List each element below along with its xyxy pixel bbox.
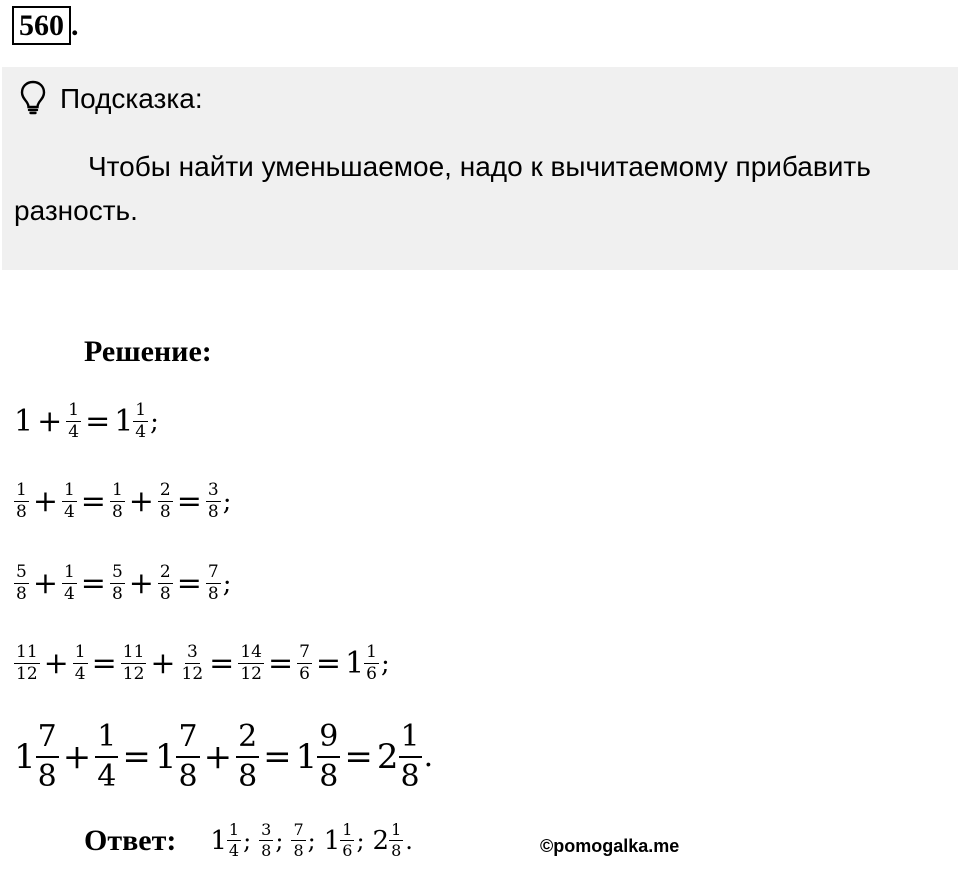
numerator: 1 xyxy=(14,480,29,502)
denominator: 8 xyxy=(16,502,27,523)
denominator: 8 xyxy=(319,758,339,794)
punctuation: ; xyxy=(243,826,252,855)
exercise-number xyxy=(12,6,79,45)
solution-line-3 xyxy=(14,562,231,606)
numerator: 11 xyxy=(14,642,40,664)
fraction xyxy=(110,480,125,524)
denominator: 8 xyxy=(207,502,219,523)
denominator: 8 xyxy=(207,584,219,605)
operator: + xyxy=(128,566,154,602)
numerator: 1 xyxy=(399,718,422,758)
denominator: 8 xyxy=(37,758,57,794)
fraction xyxy=(158,562,173,606)
solution-title: Решение: xyxy=(84,335,212,368)
numerator: 2 xyxy=(158,562,173,584)
operator: + xyxy=(32,484,58,520)
operator: = xyxy=(176,566,202,602)
whole-number: 1 xyxy=(14,404,34,440)
fraction xyxy=(389,820,403,861)
fraction xyxy=(73,642,88,686)
denominator: 12 xyxy=(122,664,145,685)
denominator: 8 xyxy=(261,841,272,860)
operator: = xyxy=(263,736,292,777)
operator: + xyxy=(43,646,69,682)
fraction xyxy=(95,718,118,795)
whole-number: 1 xyxy=(345,646,365,682)
fraction xyxy=(14,480,29,524)
fraction xyxy=(259,820,273,861)
fraction xyxy=(180,642,206,686)
exercise-number-dot: . xyxy=(71,9,79,42)
numerator: 3 xyxy=(206,480,221,502)
numerator: 1 xyxy=(342,820,353,839)
numerator: 9 xyxy=(317,718,340,758)
fraction xyxy=(238,642,264,686)
numerator: 5 xyxy=(14,562,29,584)
denominator: 8 xyxy=(159,502,171,523)
operator: = xyxy=(85,404,111,440)
denominator: 8 xyxy=(16,584,27,605)
lightbulb-icon xyxy=(18,79,48,119)
denominator: 8 xyxy=(400,758,420,794)
denominator: 4 xyxy=(63,502,75,523)
numerator: 1 xyxy=(228,820,240,839)
fraction xyxy=(317,718,340,795)
numerator: 7 xyxy=(36,718,59,758)
denominator: 12 xyxy=(240,664,262,685)
numerator: 14 xyxy=(238,642,264,664)
fraction xyxy=(291,820,305,861)
numerator: 1 xyxy=(364,642,379,664)
denominator: 8 xyxy=(111,502,123,523)
numerator: 7 xyxy=(297,642,312,664)
operator: = xyxy=(122,736,151,777)
whole-number: 1 xyxy=(14,736,36,777)
operator: + xyxy=(150,646,176,682)
fraction xyxy=(364,642,379,686)
punctuation: ; xyxy=(222,486,232,517)
fraction xyxy=(399,718,422,795)
numerator: 1 xyxy=(95,718,118,758)
operator: = xyxy=(80,566,106,602)
denominator: 8 xyxy=(391,841,402,860)
denominator: 6 xyxy=(342,841,353,860)
numerator: 3 xyxy=(261,820,272,839)
solution-line-2 xyxy=(14,480,231,524)
fraction xyxy=(62,562,77,606)
watermark: ©pomogalka.me xyxy=(540,836,680,856)
denominator: 4 xyxy=(228,841,240,860)
fraction xyxy=(176,718,199,795)
fraction xyxy=(66,400,81,444)
operator: = xyxy=(209,646,235,682)
punctuation: . xyxy=(423,739,434,774)
operator: + xyxy=(37,404,63,440)
punctuation: . xyxy=(405,826,413,855)
whole-number: 2 xyxy=(372,825,390,856)
punctuation: ; xyxy=(222,568,232,599)
numerator: 3 xyxy=(185,642,200,664)
operator: = xyxy=(176,484,202,520)
punctuation: ; xyxy=(380,648,390,679)
denominator: 6 xyxy=(299,664,310,685)
denominator: 8 xyxy=(293,841,304,860)
numerator: 7 xyxy=(293,820,304,839)
hint-text: Чтобы найти уменьшаемое, надо к вычитаемому прибавить разность. xyxy=(14,151,871,226)
hint-title: Подсказка: xyxy=(60,83,203,114)
operator: = xyxy=(80,484,106,520)
answer-row xyxy=(84,820,421,861)
whole-number: 1 xyxy=(154,736,177,777)
answer-label: Ответ: xyxy=(84,823,177,857)
punctuation: ; xyxy=(275,826,284,855)
numerator: 1 xyxy=(73,642,88,664)
punctuation: ; xyxy=(150,406,159,437)
numerator: 1 xyxy=(66,400,81,422)
hint-header xyxy=(18,81,203,117)
fraction xyxy=(14,562,29,606)
punctuation: ; xyxy=(356,826,365,855)
denominator: 4 xyxy=(135,422,147,443)
numerator: 1 xyxy=(62,480,77,502)
fraction xyxy=(110,562,125,606)
fraction xyxy=(121,642,147,686)
answer-values xyxy=(210,820,421,861)
punctuation: ; xyxy=(307,826,316,855)
denominator: 12 xyxy=(181,664,204,685)
fraction xyxy=(236,718,259,795)
solution-line-5 xyxy=(14,718,433,795)
denominator: 8 xyxy=(238,758,258,794)
hint-panel xyxy=(2,67,958,270)
whole-number: 1 xyxy=(295,736,318,777)
operator: + xyxy=(32,566,58,602)
operator: + xyxy=(62,736,92,777)
denominator: 8 xyxy=(111,584,123,605)
numerator: 2 xyxy=(158,480,173,502)
denominator: 12 xyxy=(16,664,38,685)
numerator: 1 xyxy=(133,400,148,422)
fraction xyxy=(158,480,173,524)
numerator: 5 xyxy=(110,562,125,584)
whole-number: 1 xyxy=(210,825,227,856)
numerator: 11 xyxy=(121,642,147,664)
fraction xyxy=(14,642,40,686)
numerator: 7 xyxy=(206,562,221,584)
denominator: 6 xyxy=(366,664,377,685)
whole-number: 1 xyxy=(323,825,341,856)
operator: = xyxy=(91,646,117,682)
whole-number: 2 xyxy=(376,736,399,777)
solution-line-4 xyxy=(14,642,390,686)
fraction xyxy=(206,562,221,606)
fraction xyxy=(297,642,312,686)
operator: = xyxy=(267,646,294,682)
fraction xyxy=(62,480,77,524)
operator: = xyxy=(344,736,373,777)
denominator: 8 xyxy=(159,584,171,605)
fraction xyxy=(133,400,148,444)
whole-number: 1 xyxy=(114,404,134,440)
denominator: 4 xyxy=(97,758,117,794)
denominator: 4 xyxy=(74,664,86,685)
exercise-number-box: 560 xyxy=(12,6,71,45)
denominator: 4 xyxy=(68,422,80,443)
fraction xyxy=(36,718,59,795)
fraction xyxy=(340,820,354,861)
fraction xyxy=(206,480,221,524)
numerator: 1 xyxy=(62,562,77,584)
fraction xyxy=(227,820,241,861)
denominator: 4 xyxy=(63,584,75,605)
numerator: 1 xyxy=(391,820,402,839)
operator: = xyxy=(315,646,342,682)
numerator: 1 xyxy=(110,480,125,502)
denominator: 8 xyxy=(178,758,198,794)
solution-line-1 xyxy=(14,400,159,444)
numerator: 7 xyxy=(176,718,199,758)
numerator: 2 xyxy=(236,718,259,758)
operator: + xyxy=(203,736,233,777)
operator: + xyxy=(128,484,154,520)
